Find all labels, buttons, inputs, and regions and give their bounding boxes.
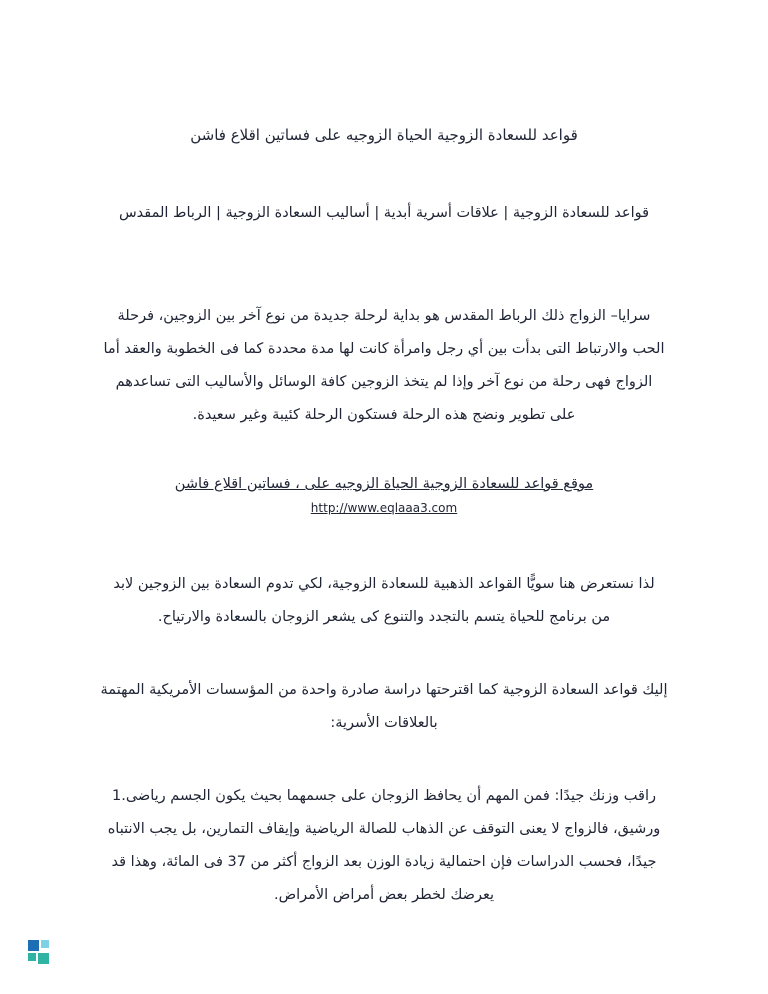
page-title: قواعد للسعادة الزوجية الحياة الزوجيه على فساتين اقلاع فاشن — [190, 126, 578, 144]
study-intro-paragraph — [40, 674, 728, 740]
golden-rules-paragraph-line: من برنامج للحياة يتسم بالتجدد والتنوع كى يشعر الزوجان بالسعادة والارتياح. — [157, 609, 611, 625]
rule-1-paragraph-line: جيدًا، فحسب الدراسات فإن احتمالية زيادة الوزن بعد الزواج أكثر من 37 فى المائة، وهذا قد — [111, 854, 657, 870]
study-intro-paragraph-line: إليك قواعد السعادة الزوجية كما اقترحتها دراسة صادرة واحدة من المؤسسات الأمريكية المهتمة — [100, 682, 668, 698]
golden-rules-paragraph-line: لذا نستعرض هنا سويًّا القواعد الذهبية للسعادة الزوجية، لكي تدوم السعادة بين الزوجين لابد — [113, 576, 655, 592]
intro-paragraph-line: سرايا– الزواج ذلك الرباط المقدس هو بداية لرحلة جديدة من نوع آخر بين الزوجين، فرحلة — [117, 308, 651, 324]
study-intro-paragraph-line: بالعلاقات الأسرية: — [330, 715, 438, 731]
rule-1-paragraph-line: يعرضك لخطر بعض أمراض الأمراض. — [273, 887, 495, 903]
viewer-logo-square — [28, 940, 39, 951]
golden-rules-paragraph — [40, 568, 728, 634]
viewer-logo — [28, 940, 54, 964]
viewer-logo-square — [28, 953, 36, 961]
rule-1-paragraph-line: ورشيق، فالزواج لا يعنى التوقف عن الذهاب للصالة الرياضية وإيقاف التمارين، بل يجب الانتباه — [107, 821, 661, 837]
rule-1-paragraph-line: راقب وزنك جيدًا: فمن المهم أن يحافظ الزوجان على جسمهما بحيث يكون الجسم رياضى.1 — [111, 788, 656, 804]
viewer-logo-square — [41, 940, 49, 948]
intro-paragraph-line: الحب والارتباط التى بدأت بين أي رجل وامرأة كانت لها مدة محددة كما فى الخطوبة والعقد أما — [103, 341, 665, 357]
viewer-logo-square — [38, 953, 49, 964]
site-link-label[interactable]: موقع قواعد للسعادة الزوجية الحياة الزوجيه على ، فساتين اقلاع فاشن — [174, 476, 594, 492]
intro-paragraph-line: الزواج فهى رحلة من نوع آخر وإذا لم يتخذ الزوجين كافة الوسائل والأساليب التى تساعدهم — [115, 374, 653, 390]
site-link-url[interactable]: http://www.eqlaaa3.com — [310, 501, 458, 515]
page-subtitle: قواعد للسعادة الزوجية | علاقات أسرية أبدية | أساليب السعادة الزوجية | الرباط المقدس — [118, 205, 650, 221]
intro-paragraph-line: على تطوير ونضج هذه الرحلة فستكون الرحلة كئيبة وغير سعيدة. — [192, 407, 576, 423]
intro-paragraph — [40, 300, 728, 432]
rule-1-paragraph — [40, 780, 728, 912]
